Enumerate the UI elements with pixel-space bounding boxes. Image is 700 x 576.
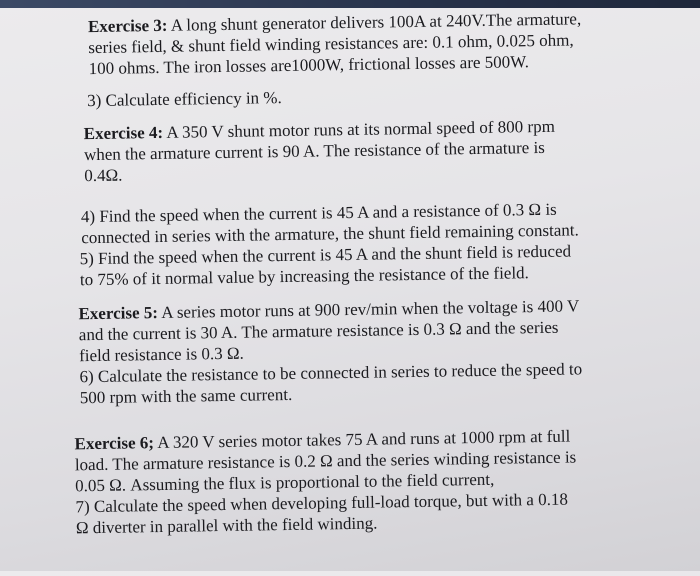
exercise-6-heading: Exercise 6;	[74, 433, 155, 454]
exercise-5-heading: Exercise 5:	[78, 303, 159, 324]
question-7-line-2: Ω diverter in parallel with the field winding.	[75, 513, 378, 538]
exercise-4-line-3: 0.4Ω.	[84, 165, 123, 186]
exercise-6	[74, 425, 577, 538]
exercise-6-text-1: A 320 V series motor takes 75 A and runs at 1000 rpm at full	[157, 426, 571, 453]
question-3-text: 3) Calculate efficiency in %.	[87, 88, 282, 111]
question-6-line-1: 6) Calculate the resistance to be connected in series to reduce the speed to	[79, 359, 583, 387]
exercise-4-line-2: when the armature current is 90 A. The resistance of the armature is	[83, 137, 545, 165]
exercise-4-heading: Exercise 4:	[83, 122, 164, 144]
question-4-line-2: connected in series with the armature, the shunt field remaining constant.	[81, 220, 579, 248]
exercise-5-line-2: and the current is 30 A. The armature resistance is 0.3 Ω and the series	[78, 317, 559, 345]
exercise-6-line-2: load. The armature resistance is 0.2 Ω and the series winding resistance is	[74, 447, 577, 475]
exercise-4	[84, 116, 556, 186]
question-3	[87, 87, 282, 111]
question-5-line-1: 5) Find the speed when the current is 45 A and the shunt field is reduced	[79, 241, 572, 269]
question-6-line-2: 500 rpm with the same current.	[79, 384, 293, 408]
exercise-3	[88, 8, 582, 79]
exercise-6-line-3: 0.05 Ω. Assuming the flux is proportional to the field current,	[75, 469, 495, 496]
exercise-5	[78, 295, 582, 408]
exercise-3-line-3: 100 ohms. The iron losses are1000W, frictional losses are 500W.	[88, 52, 530, 79]
question-5-line-2: to 75% of it normal value by increasing the resistance of the field.	[79, 263, 530, 290]
exercise-3-heading: Exercise 3:	[87, 15, 168, 37]
exercise-5-text-1: A series motor runs at 900 rev/min when the voltage is 400 V	[161, 296, 580, 322]
exercise-5-line-3: field resistance is 0.3 Ω.	[79, 343, 244, 366]
question-4-line-1: 4) Find the speed when the current is 45 A and a resistance of 0.3 Ω is	[80, 199, 557, 227]
exercise-3-line-2: series field, & shunt field winding resistances are: 0.1 ohm, 0.025 ohm,	[88, 30, 574, 58]
question-5	[79, 241, 571, 291]
exercise-3-text-1: A long shunt generator delivers 100A at 240V.The armature,	[170, 9, 582, 35]
question-7-line-1: 7) Calculate the speed when developing full-load torque, but with a 0.18	[75, 489, 569, 517]
exercise-4-text-1: A 350 V shunt motor runs at its normal speed of 800 rpm	[166, 116, 556, 142]
